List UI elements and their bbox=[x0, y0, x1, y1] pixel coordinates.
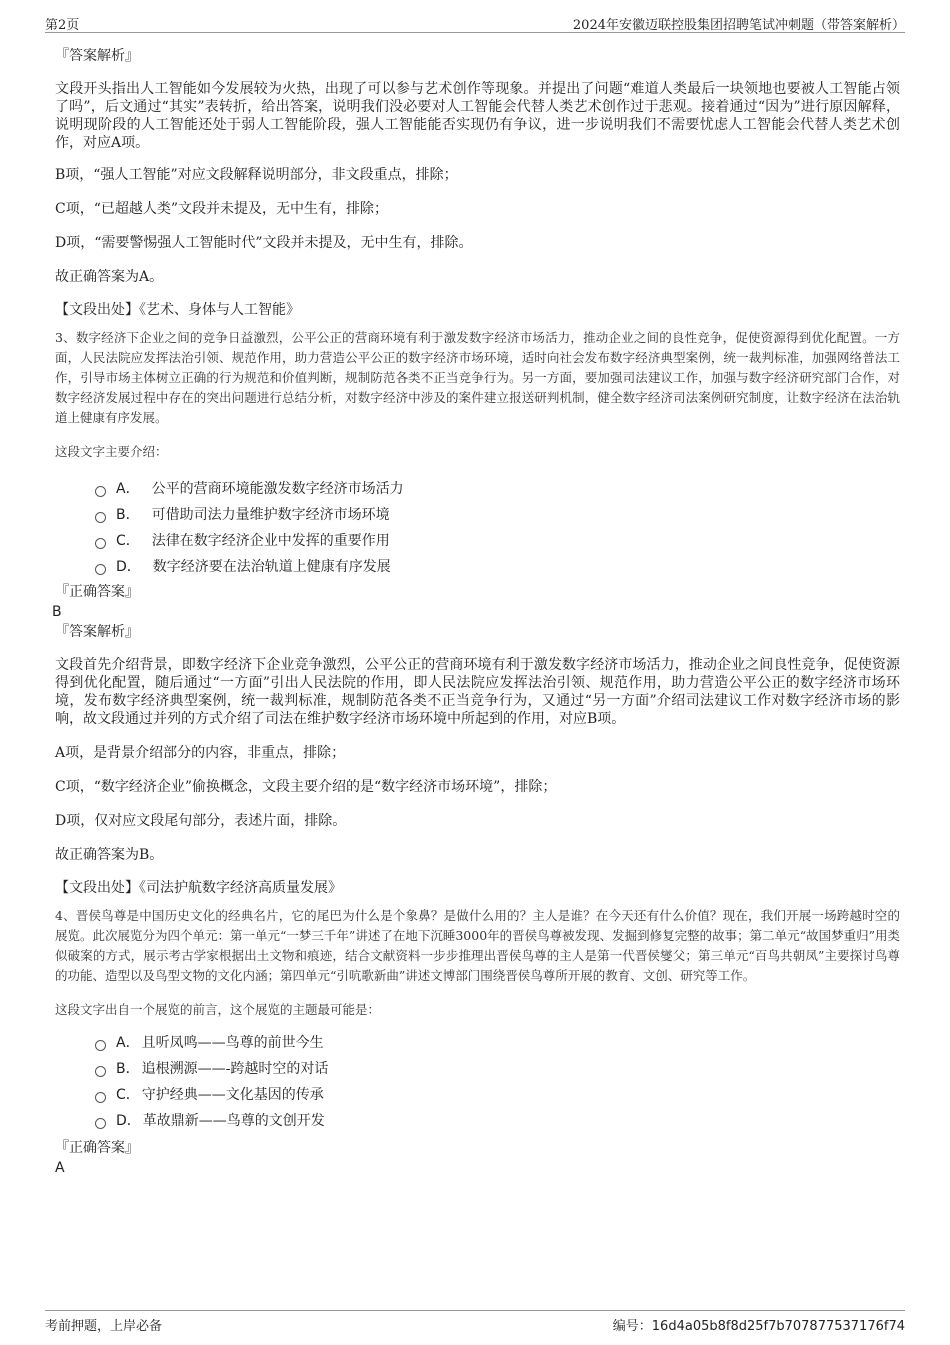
analysis-label: 『答案解析』 bbox=[55, 624, 139, 640]
option-d[interactable]: D． 革故鼎新——鸟尊的文创开发 bbox=[95, 1108, 900, 1134]
analysis-option-c: C项，“数字经济企业”偷换概念，文段主要介绍的是“数字经济市场环境”，排除； bbox=[55, 779, 557, 795]
radio-icon[interactable] bbox=[95, 1092, 106, 1103]
option-c[interactable]: C． 法律在数字经济企业中发挥的重要作用 bbox=[95, 528, 900, 554]
footer-slogan: 考前押题，上岸必备 bbox=[45, 1319, 163, 1334]
question-3-prompt: 这段文字主要介绍： bbox=[55, 444, 168, 459]
correct-answer: B bbox=[52, 604, 62, 620]
page-content bbox=[52, 44, 900, 1178]
analysis-option-b: B项，“强人工智能”对应文段解释说明部分，非文段重点，排除； bbox=[55, 167, 458, 183]
option-b[interactable]: B． 可借助司法力量维护数字经济市场环境 bbox=[95, 502, 900, 528]
passage-source: 【文段出处】《司法护航数字经济高质量发展》 bbox=[55, 880, 342, 896]
analysis-option-a: A项，是背景介绍部分的内容，非重点，排除； bbox=[55, 745, 346, 761]
radio-icon[interactable] bbox=[95, 1040, 106, 1051]
correct-answer-label: 『正确答案』 bbox=[55, 1140, 139, 1156]
page-number: 第2页 bbox=[45, 18, 80, 33]
option-a[interactable]: A． 公平的营商环境能激发数字经济市场活力 bbox=[95, 476, 900, 502]
option-c[interactable]: C． 守护经典——文化基因的传承 bbox=[95, 1082, 900, 1108]
analysis-text: 文段开头指出人工智能如今发展较为火热，出现了可以参与艺术创作等现象。并提出了问题“难道人类最后一块领地也要被人工智能占领了吗”，后文通过“其实”表转折，给出答案，说明我们没必要对人工智能会代替人类艺术创作过于悲观。接着通过“因为”进行原因解释，说明现阶段的人工智能还处于弱人工智能阶段，强人工智能能否实现仍有争议，进一步说明我们不需要忧虑人工智能会代替人类艺术创作，对应A项。 bbox=[55, 81, 900, 151]
radio-icon[interactable] bbox=[95, 486, 106, 497]
analysis-conclusion: 故正确答案为B。 bbox=[55, 847, 164, 863]
radio-icon[interactable] bbox=[95, 564, 106, 575]
analysis-conclusion: 故正确答案为A。 bbox=[55, 269, 164, 285]
question-3-stem: 3、数字经济下企业之间的竞争日益激烈，公平公正的营商环境有利于激发数字经济市场活力，推动企业之间的良性竞争，促使资源得到优化配置。一方面，人民法院应发挥法治引领、规范作用，助力营造公平公正的数字经济市场环境，适时向社会发布数字经济典型案例，统一裁判标准，加强网络普法工作，引导市场主体树立正确的行为规范和价值判断，规制防范各类不正当竞争行为。另一方面，要加强司法建议工作，加强与数字经济研究部门合作，对数字经济发展过程中存在的突出问题进行总结分析，对数字经济中涉及的案件建立报送研判机制，健全数字经济司法案例研究制度，让数字经济在法治轨道上健康有序发展。 bbox=[55, 330, 900, 425]
radio-icon[interactable] bbox=[95, 1066, 106, 1077]
analysis-option-d: D项，“需要警惕强人工智能时代”文段并未提及，无中生有，排除。 bbox=[55, 235, 473, 251]
analysis-option-c: C项，“已超越人类”文段并未提及，无中生有，排除； bbox=[55, 201, 389, 217]
correct-answer: A bbox=[55, 1160, 65, 1176]
option-b[interactable]: B． 追根溯源——-跨越时空的对话 bbox=[95, 1056, 900, 1082]
question-4-stem: 4、晋侯鸟尊是中国历史文化的经典名片，它的尾巴为什么是个象鼻？是做什么用的？主人是谁？在今天还有什么价值？现在，我们开展一场跨越时空的展览。此次展览分为四个单元：第一单元“一梦三千年”讲述了在地下沉睡3000年的晋侯鸟尊被发现、发掘到修复完整的故事；第二单元“故国梦重归”用类似破案的方式，展示考古学家根据出土文物和痕迹，结合文献资料一步步推理出晋侯鸟尊的主人是第一代晋侯燮父；第三单元“百鸟共朝凤”主要探讨鸟尊的功能、造型以及鸟型文物的文化内涵；第四单元“引吭歌新曲”讲述文博部门围绕晋侯鸟尊所开展的教育、文创、研究等工作。 bbox=[55, 908, 900, 983]
analysis-text: 文段首先介绍背景，即数字经济下企业竞争激烈，公平公正的营商环境有利于激发数字经济市场活力，推动企业之间良性竞争，促使资源得到优化配置，随后通过“一方面”引出人民法院的作用，即人民法院应发挥法治引领、规范作用，助力营造公平公正的数字经济市场环境，发布数字经济典型案例，统一裁判标准，规制防范各类不正当竞争行为，又通过“另一方面”介绍司法建议工作对数字经济市场的影响，故文段通过并列的方式介绍了司法在维护数字经济市场环境中所起到的作用，对应B项。 bbox=[55, 657, 900, 727]
analysis-label: 『答案解析』 bbox=[55, 48, 139, 64]
document-title: 2024年安徽迈联控股集团招聘笔试冲刺题（带答案解析） bbox=[572, 18, 905, 33]
page-header bbox=[45, 12, 905, 33]
question-4-options bbox=[55, 1030, 900, 1134]
question-4-prompt: 这段文字出自一个展览的前言，这个展览的主题最可能是： bbox=[55, 1002, 381, 1017]
question-3-options bbox=[55, 476, 900, 580]
radio-icon[interactable] bbox=[95, 538, 106, 549]
radio-icon[interactable] bbox=[95, 1118, 106, 1129]
correct-answer-label: 『正确答案』 bbox=[55, 584, 139, 600]
option-d[interactable]: D． 数字经济要在法治轨道上健康有序发展 bbox=[95, 554, 900, 580]
page-footer bbox=[45, 1310, 905, 1333]
passage-source: 【文段出处】《艺术、身体与人工智能》 bbox=[55, 302, 300, 318]
option-a[interactable]: A． 且听凤鸣——鸟尊的前世今生 bbox=[95, 1030, 900, 1056]
radio-icon[interactable] bbox=[95, 512, 106, 523]
document-code: 编号：16d4a05b8f8d25f7b707877537176f74 bbox=[612, 1319, 905, 1334]
analysis-option-d: D项，仅对应文段尾句部分，表述片面，排除。 bbox=[55, 813, 347, 829]
